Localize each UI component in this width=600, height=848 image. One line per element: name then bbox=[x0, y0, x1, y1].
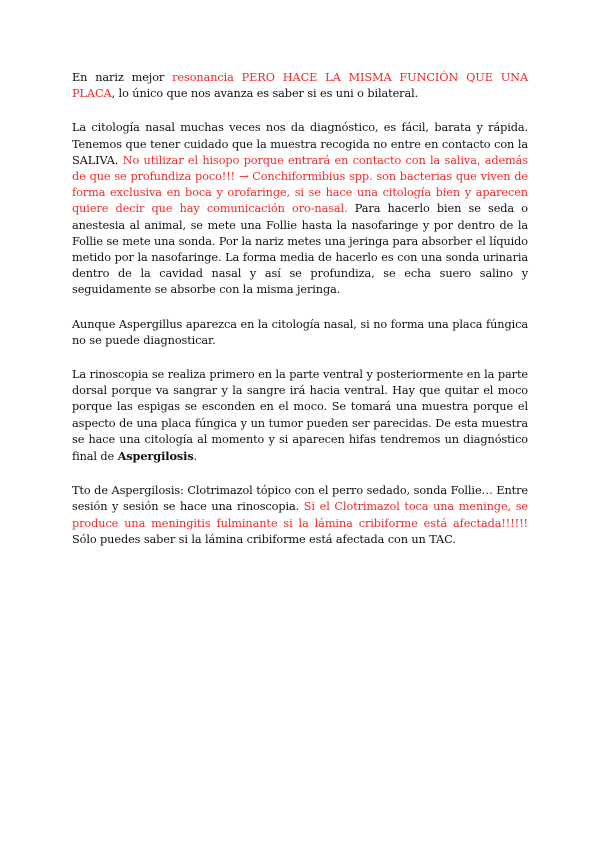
text-segment: Aunque Aspergillus aparezca en la citología nasal, si no forma una placa fúngica no se puede diagnosticar. bbox=[72, 317, 528, 347]
text-segment: . bbox=[193, 450, 198, 464]
paragraph-treatment bbox=[72, 483, 528, 548]
highlighted-text: No utilizar el hisopo porque entrará en contacto con la saliva, además de que se profundiza poco!!! → Conchiformibius spp. son bacterias que viven de forma exclusiva en boca y orofaringe, si se hace una citología bien y aparecen quiere decir que hay comunicación oro-nasal. bbox=[72, 153, 528, 216]
text-segment: , lo único que nos avanza es saber si es uni o bilateral. bbox=[111, 87, 419, 101]
text-segment: En nariz mejor bbox=[72, 71, 173, 84]
text-segment: Tto de Aspergilosis: Clotrimazol tópico con el perro sedado, sonda Follie… Entre sesión y sesión se hace una rinoscopia. bbox=[72, 484, 528, 514]
text-segment: La citología nasal muchas veces nos da diagnóstico, es fácil, barata y rápida. Tenemos que tener cuidado que la muestra recogida no entre en contacto con la SALIVA. bbox=[72, 121, 528, 167]
paragraph-nasal-cytology bbox=[72, 120, 528, 298]
paragraph-nasal-resonance bbox=[72, 70, 528, 102]
bold-term: Aspergilosis bbox=[117, 449, 194, 464]
paragraph-rhinoscopy bbox=[72, 367, 528, 465]
highlighted-text: Si el Clotrimazol toca una meninge, se produce una meningitis fulminante si la lámina cribiforme está afectada!!!!!! bbox=[72, 500, 528, 530]
text-segment: Sólo puedes saber si la lámina cribiforme está afectada con un TAC. bbox=[72, 532, 456, 546]
highlighted-text: resonancia PERO HACE LA MISMA FUNCIÓN QUE UNA PLACA bbox=[72, 71, 529, 101]
text-segment: Para hacerlo bien se seda o anestesia al animal, se mete una Follie hasta la nasofaringe y por dentro de la Follie se mete una sonda. Por la nariz metes una jeringa para absorber el líquido metido por la nasofaringe. La forma media de hacerlo es con una sonda urinaria dentro de la cavidad nasal y así se profundiza, se echa suero salino y seguidamente se absorbe con la misma jeringa. bbox=[72, 202, 528, 297]
paragraph-aspergillus-cytology bbox=[72, 317, 528, 349]
text-segment: La rinoscopia se realiza primero en la parte ventral y posteriormente en la parte dorsal porque va sangrar y la sangre irá hacia ventral. Hay que quitar el moco porque las espigas se esconden en el moco. Se tomará una muestra porque el aspecto de una placa fúngica y un tumor pueden ser parecidas. De esta muestra se hace una citología al momento y si aparecen hifas tendremos un diagnóstico final de bbox=[72, 368, 528, 464]
